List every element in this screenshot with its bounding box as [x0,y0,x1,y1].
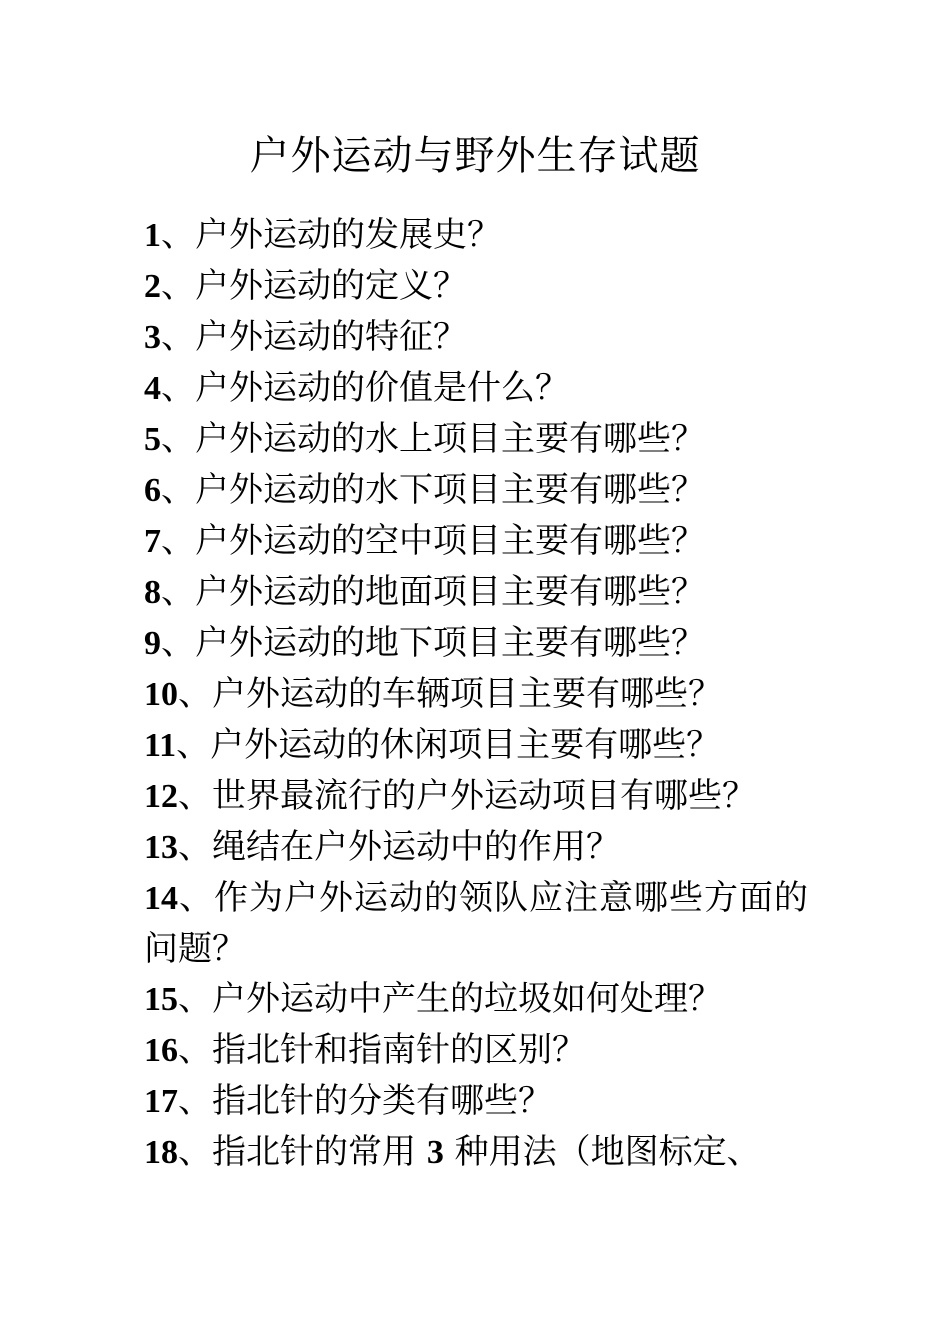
question-item-10 [144,669,808,720]
question-item-2 [144,261,808,312]
question-number: 15 [144,981,178,1018]
question-number: 18 [144,1134,178,1171]
question-number: 1 [144,217,161,254]
question-text: 、户外运动的地面项目主要有哪些？ [161,572,705,612]
question-item-17 [144,1076,808,1127]
question-number: 5 [144,421,161,458]
question-number: 2 [144,268,161,305]
question-text-after: 种用法（地图标定、 [443,1132,761,1172]
question-text: 、户外运动的车辆项目主要有哪些？ [178,674,722,714]
question-text: 、户外运动的价值是什么？ [161,368,569,408]
question-number: 11 [144,727,177,764]
question-item-9 [144,618,808,669]
question-text: 、绳结在户外运动中的作用？ [178,827,620,867]
question-number: 16 [144,1032,178,1069]
question-number: 17 [144,1083,178,1120]
question-item-7 [144,516,808,567]
question-text: 、户外运动的水下项目主要有哪些？ [161,470,705,510]
question-item-15 [144,974,808,1025]
question-number: 7 [144,523,161,560]
question-item-6 [144,465,808,516]
question-number: 12 [144,778,178,815]
question-text: 、户外运动的休闲项目主要有哪些？ [176,725,721,765]
question-number: 8 [144,574,161,611]
question-text: 、作为户外运动的领队应注意哪些方面的问题？ [144,878,808,969]
question-item-3 [144,312,808,363]
question-item-16 [144,1025,808,1076]
question-list [144,210,808,1178]
document-title: 户外运动与野外生存试题 [249,133,701,179]
question-item-4 [144,363,808,414]
question-text: 、户外运动的特征？ [161,317,467,357]
question-text: 、户外运动的地下项目主要有哪些？ [161,623,705,663]
question-item-1 [144,210,808,261]
question-item-11 [144,720,808,771]
question-item-18 [144,1127,808,1178]
question-number: 6 [144,472,161,509]
question-number: 13 [144,829,178,866]
question-item-8 [144,567,808,618]
question-text-before: 、指北针的常用 [178,1132,427,1172]
question-item-12 [144,771,808,822]
question-text: 、户外运动的水上项目主要有哪些？ [161,419,705,459]
question-number: 14 [144,880,178,917]
question-text: 、户外运动的发展史？ [161,215,501,255]
question-number: 4 [144,370,161,407]
question-text: 、户外运动中产生的垃圾如何处理？ [178,979,722,1019]
question-item-5 [144,414,808,465]
question-text: 、指北针的分类有哪些？ [178,1081,552,1121]
question-text: 、户外运动的定义？ [161,266,467,306]
question-number: 10 [144,676,178,713]
question-item-13 [144,822,808,873]
question-bold-number: 3 [426,1134,444,1171]
question-number: 9 [144,625,161,662]
question-number: 3 [144,319,161,356]
question-text: 、指北针和指南针的区别？ [178,1030,586,1070]
question-item-14 [144,873,808,974]
question-text: 、世界最流行的户外运动项目有哪些？ [178,776,756,816]
question-text: 、户外运动的空中项目主要有哪些？ [161,521,705,561]
